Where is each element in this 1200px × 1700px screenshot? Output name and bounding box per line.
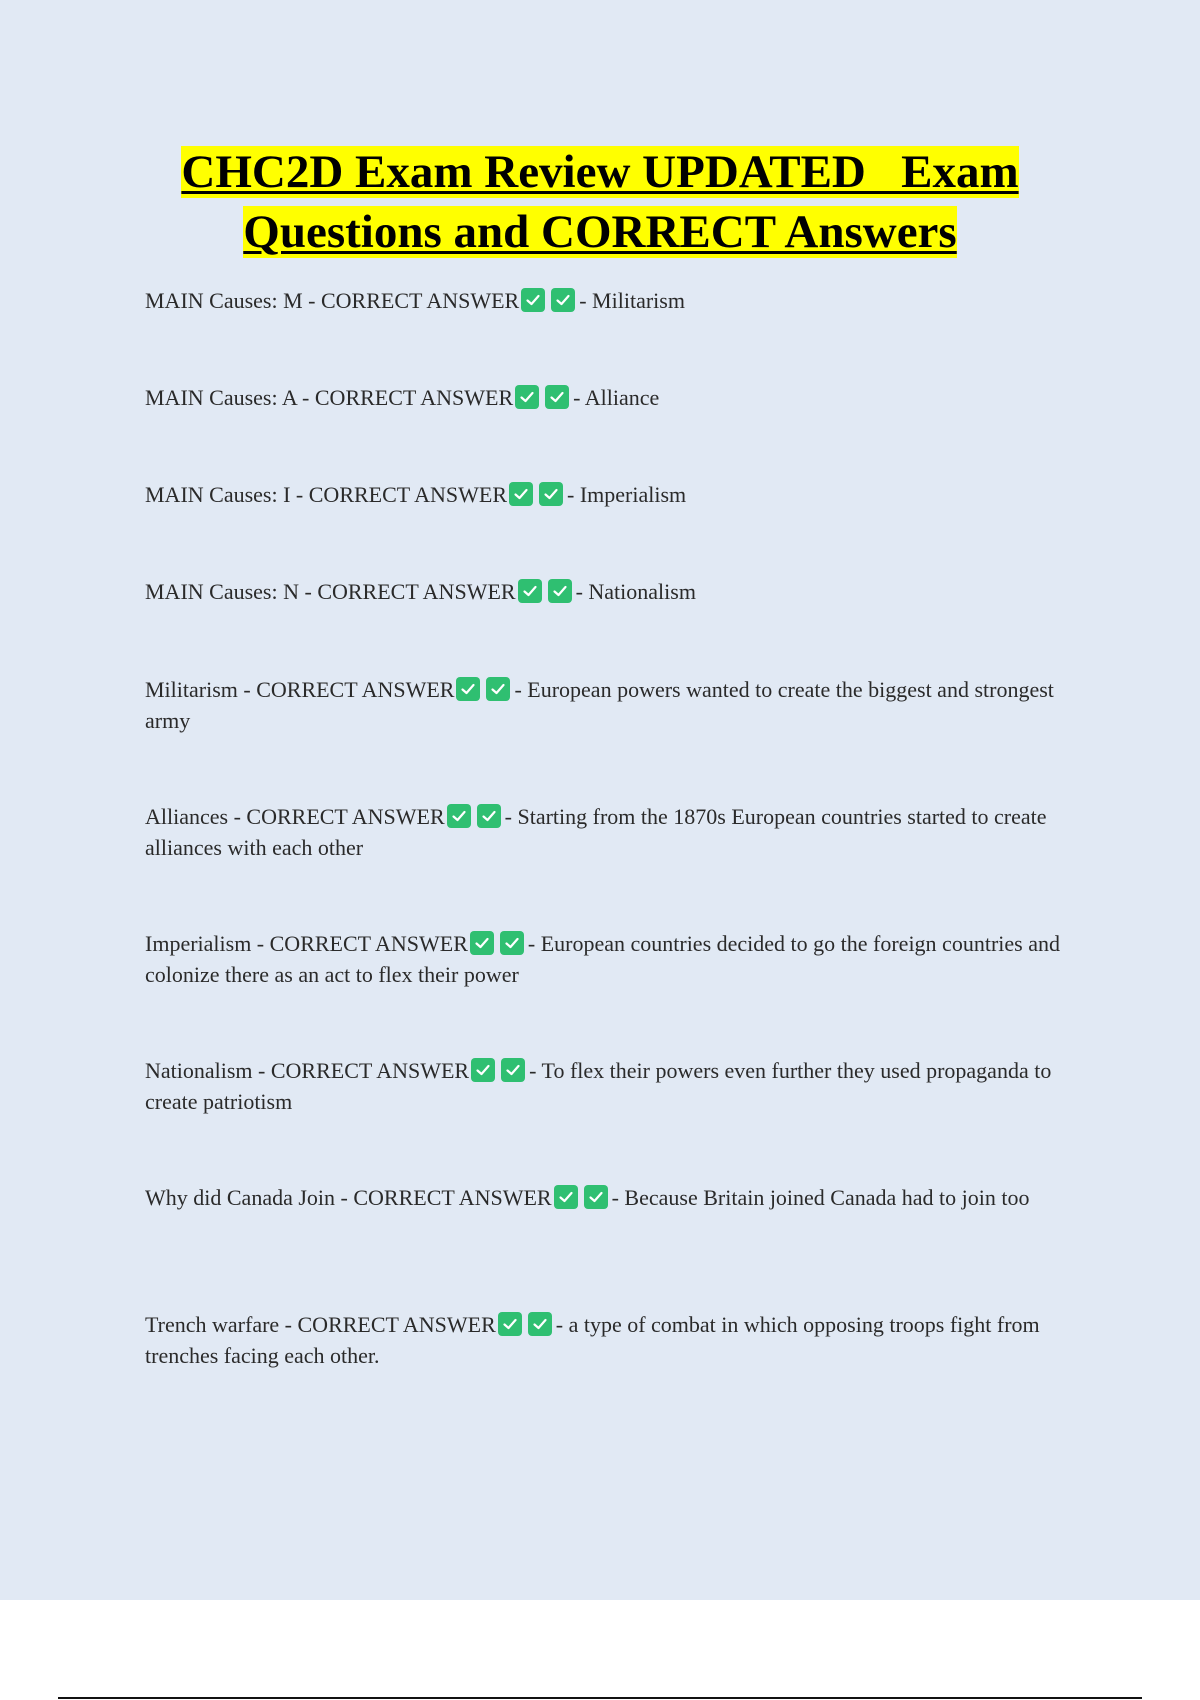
qa-answer: - a type of combat in which opposing troops fight from trenches facing each other. bbox=[145, 1312, 1040, 1368]
qa-item bbox=[145, 1182, 1085, 1213]
check-square-icon bbox=[447, 804, 471, 828]
check-square-icon bbox=[554, 1185, 578, 1209]
check-square-icon bbox=[477, 804, 501, 828]
qa-answer: - European countries decided to go the foreign countries and colonize there as an act to flex their power bbox=[145, 931, 1060, 987]
check-square-icon bbox=[548, 579, 572, 603]
check-square-icon bbox=[486, 677, 510, 701]
qa-question: Imperialism - CORRECT ANSWER bbox=[145, 931, 468, 956]
check-square-icon bbox=[551, 288, 575, 312]
qa-question: MAIN Causes: A - CORRECT ANSWER bbox=[145, 385, 514, 410]
qa-item bbox=[145, 382, 1085, 413]
qa-answer: - Militarism bbox=[579, 288, 685, 313]
qa-item bbox=[145, 479, 1085, 510]
qa-question: MAIN Causes: M - CORRECT ANSWER bbox=[145, 288, 520, 313]
check-square-icon bbox=[471, 1058, 495, 1082]
check-square-icon bbox=[528, 1312, 552, 1336]
qa-question: MAIN Causes: N - CORRECT ANSWER bbox=[145, 579, 516, 604]
title-line-2: Questions and CORRECT Answers bbox=[243, 206, 957, 258]
check-square-icon bbox=[470, 931, 494, 955]
qa-answer: - To flex their powers even further they used propaganda to create patriotism bbox=[145, 1058, 1052, 1114]
check-square-icon bbox=[515, 385, 539, 409]
qa-item bbox=[145, 1309, 1085, 1371]
check-square-icon bbox=[521, 288, 545, 312]
qa-item bbox=[145, 1055, 1085, 1117]
check-square-icon bbox=[500, 931, 524, 955]
qa-item bbox=[145, 285, 1085, 316]
qa-answer: - Because Britain joined Canada had to join too bbox=[611, 1185, 1030, 1210]
qa-item bbox=[145, 928, 1085, 990]
check-square-icon bbox=[498, 1312, 522, 1336]
check-square-icon bbox=[456, 677, 480, 701]
qa-question: MAIN Causes: I - CORRECT ANSWER bbox=[145, 482, 507, 507]
qa-question: Nationalism - CORRECT ANSWER bbox=[145, 1058, 470, 1083]
qa-question: Trench warfare - CORRECT ANSWER bbox=[145, 1312, 496, 1337]
qa-answer: - Imperialism bbox=[567, 482, 687, 507]
qa-answer: - Starting from the 1870s European countries started to create alliances with each other bbox=[145, 804, 1047, 860]
qa-answer: - European powers wanted to create the biggest and strongest army bbox=[145, 677, 1054, 733]
check-square-icon bbox=[584, 1185, 608, 1209]
qa-answer: - Alliance bbox=[573, 385, 660, 410]
check-square-icon bbox=[539, 482, 563, 506]
qa-question: Militarism - CORRECT ANSWER bbox=[145, 677, 455, 702]
footer-divider bbox=[58, 1697, 1142, 1699]
check-square-icon bbox=[509, 482, 533, 506]
document-title bbox=[0, 142, 1200, 262]
title-line-1: CHC2D Exam Review UPDATED Exam bbox=[181, 146, 1019, 198]
qa-item bbox=[145, 801, 1085, 863]
qa-item bbox=[145, 674, 1085, 736]
qa-question: Alliances - CORRECT ANSWER bbox=[145, 804, 445, 829]
check-square-icon bbox=[501, 1058, 525, 1082]
check-square-icon bbox=[545, 385, 569, 409]
qa-item bbox=[145, 576, 1085, 607]
check-square-icon bbox=[518, 579, 542, 603]
qa-question: Why did Canada Join - CORRECT ANSWER bbox=[145, 1185, 552, 1210]
qa-answer: - Nationalism bbox=[575, 579, 696, 604]
